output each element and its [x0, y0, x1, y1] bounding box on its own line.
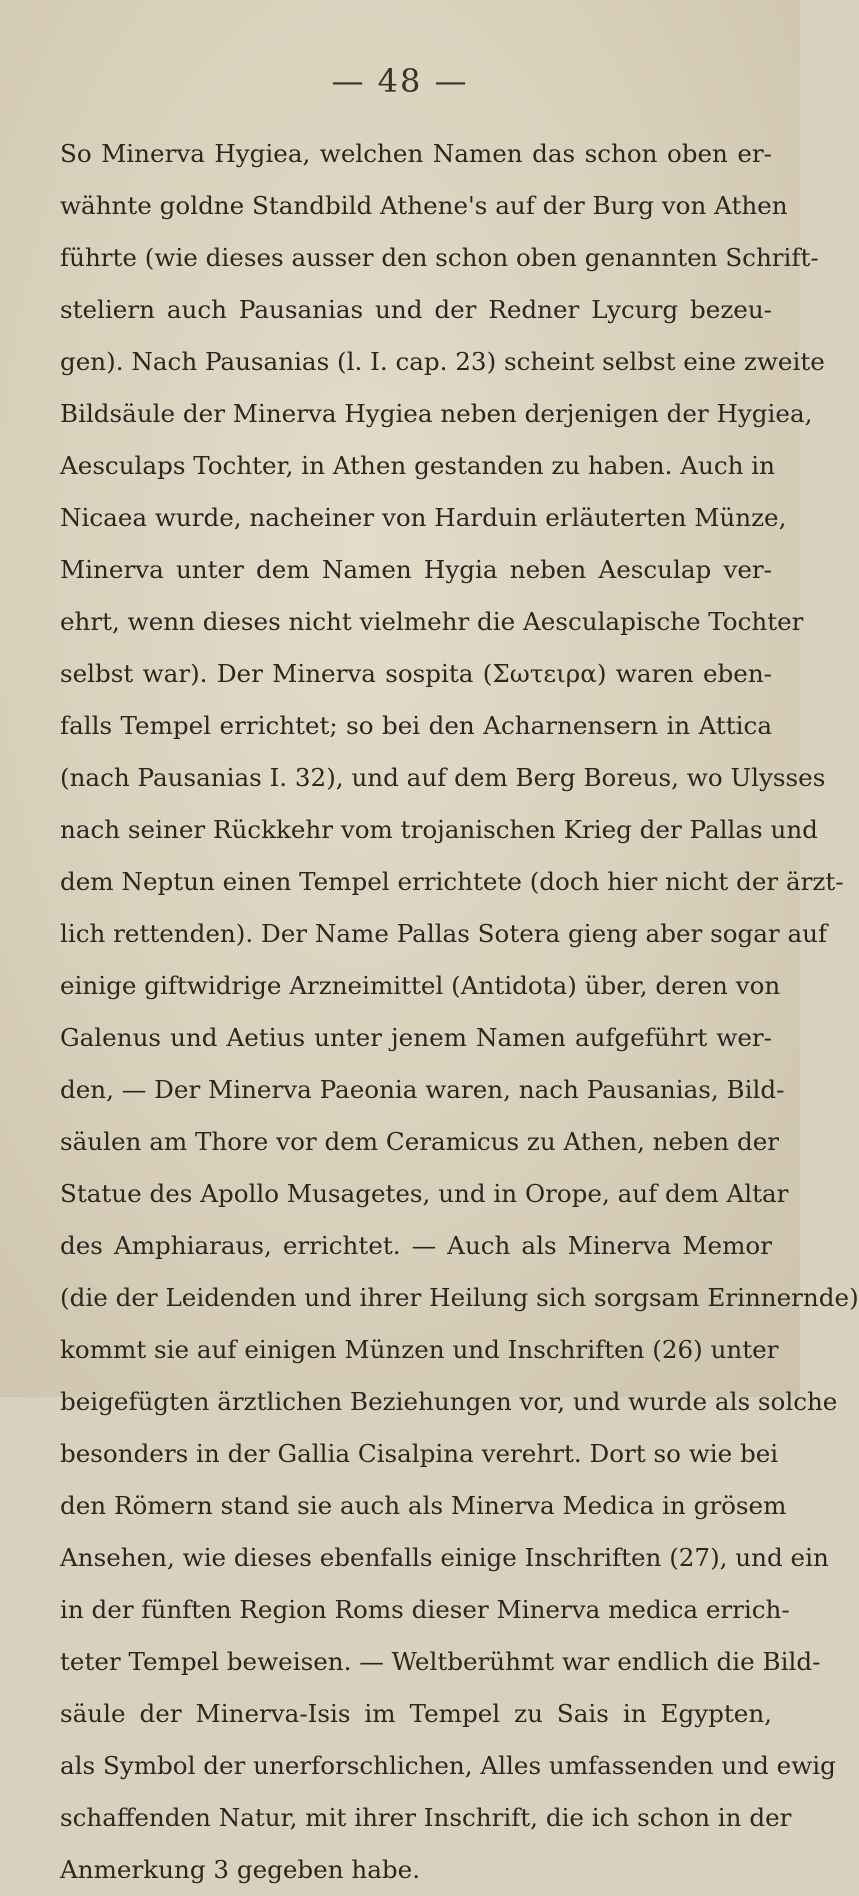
- text-line: (die der Leidenden und ihrer Heilung sich sorgsam Erinnernde): [60, 1283, 859, 1312]
- text-line: den, — Der Minerva Paeonia waren, nach Pausanias, Bild-: [60, 1075, 785, 1104]
- text-line: wähnte goldne Standbild Athene's auf der Burg von Athen: [60, 191, 788, 220]
- text-line: steliern auch Pausanias und der Redner Lycurg bezeu-: [60, 295, 772, 324]
- text-line: schaffenden Natur, mit ihrer Inschrift, die ich schon in der: [60, 1803, 792, 1832]
- text-line: Bildsäule der Minerva Hygiea neben derjenigen der Hygiea,: [60, 399, 813, 428]
- text-line: teter Tempel beweisen. — Weltberühmt war endlich die Bild-: [60, 1647, 821, 1676]
- text-line: dem Neptun einen Tempel errichtete (doch hier nicht der ärzt-: [60, 867, 844, 896]
- text-line: So Minerva Hygiea, welchen Namen das schon oben er-: [60, 139, 772, 168]
- text-line: beigefügten ärztlichen Beziehungen vor, und wurde als solche: [60, 1387, 838, 1416]
- page-number: — 48 —: [331, 62, 469, 100]
- text-line: Nicaea wurde, nacheiner von Harduin erläuterten Münze,: [60, 503, 787, 532]
- text-line: ehrt, wenn dieses nicht vielmehr die Aesculapische Tochter: [60, 607, 804, 636]
- text-line: in der fünften Region Roms dieser Minerva medica errich-: [60, 1595, 790, 1624]
- text-line: Galenus und Aetius unter jenem Namen aufgeführt wer-: [60, 1023, 772, 1052]
- text-line: den Römern stand sie auch als Minerva Medica in grösem: [60, 1491, 787, 1520]
- text-line: einige giftwidrige Arzneimittel (Antidota) über, deren von: [60, 971, 781, 1000]
- text-line: lich rettenden). Der Name Pallas Sotera gieng aber sogar auf: [60, 919, 828, 948]
- text-line: selbst war). Der Minerva sospita (Σωτειρα) waren eben-: [60, 659, 772, 688]
- text-line: Anmerkung 3 gegeben habe.: [60, 1855, 421, 1884]
- text-line: gen). Nach Pausanias (l. I. cap. 23) scheint selbst eine zweite: [60, 347, 825, 376]
- text-line: falls Tempel errichtet; so bei den Acharnensern in Attica: [60, 711, 772, 740]
- text-line: besonders in der Gallia Cisalpina verehrt. Dort so wie bei: [60, 1439, 779, 1468]
- text-line: Ansehen, wie dieses ebenfalls einige Inschriften (27), und ein: [60, 1543, 829, 1572]
- text-line: als Symbol der unerforschlichen, Alles umfassenden und ewig: [60, 1751, 836, 1780]
- text-line: Minerva unter dem Namen Hygia neben Aesculap ver-: [60, 555, 772, 584]
- text-line: säulen am Thore vor dem Ceramicus zu Athen, neben der: [60, 1127, 780, 1156]
- text-line: nach seiner Rückkehr vom trojanischen Krieg der Pallas und: [60, 815, 818, 844]
- text-line: des Amphiaraus, errichtet. — Auch als Minerva Memor: [60, 1231, 772, 1260]
- text-line: Statue des Apollo Musagetes, und in Orope, auf dem Altar: [60, 1179, 789, 1208]
- text-line: kommt sie auf einigen Münzen und Inschriften (26) unter: [60, 1335, 779, 1364]
- body-text: [60, 128, 859, 1896]
- text-line: säule der Minerva-Isis im Tempel zu Sais in Egypten,: [60, 1699, 772, 1728]
- text-line: führte (wie dieses ausser den schon oben genannten Schrift-: [60, 243, 819, 272]
- text-line: (nach Pausanias I. 32), und auf dem Berg Boreus, wo Ulysses: [60, 763, 826, 792]
- text-line: Aesculaps Tochter, in Athen gestanden zu haben. Auch in: [60, 451, 775, 480]
